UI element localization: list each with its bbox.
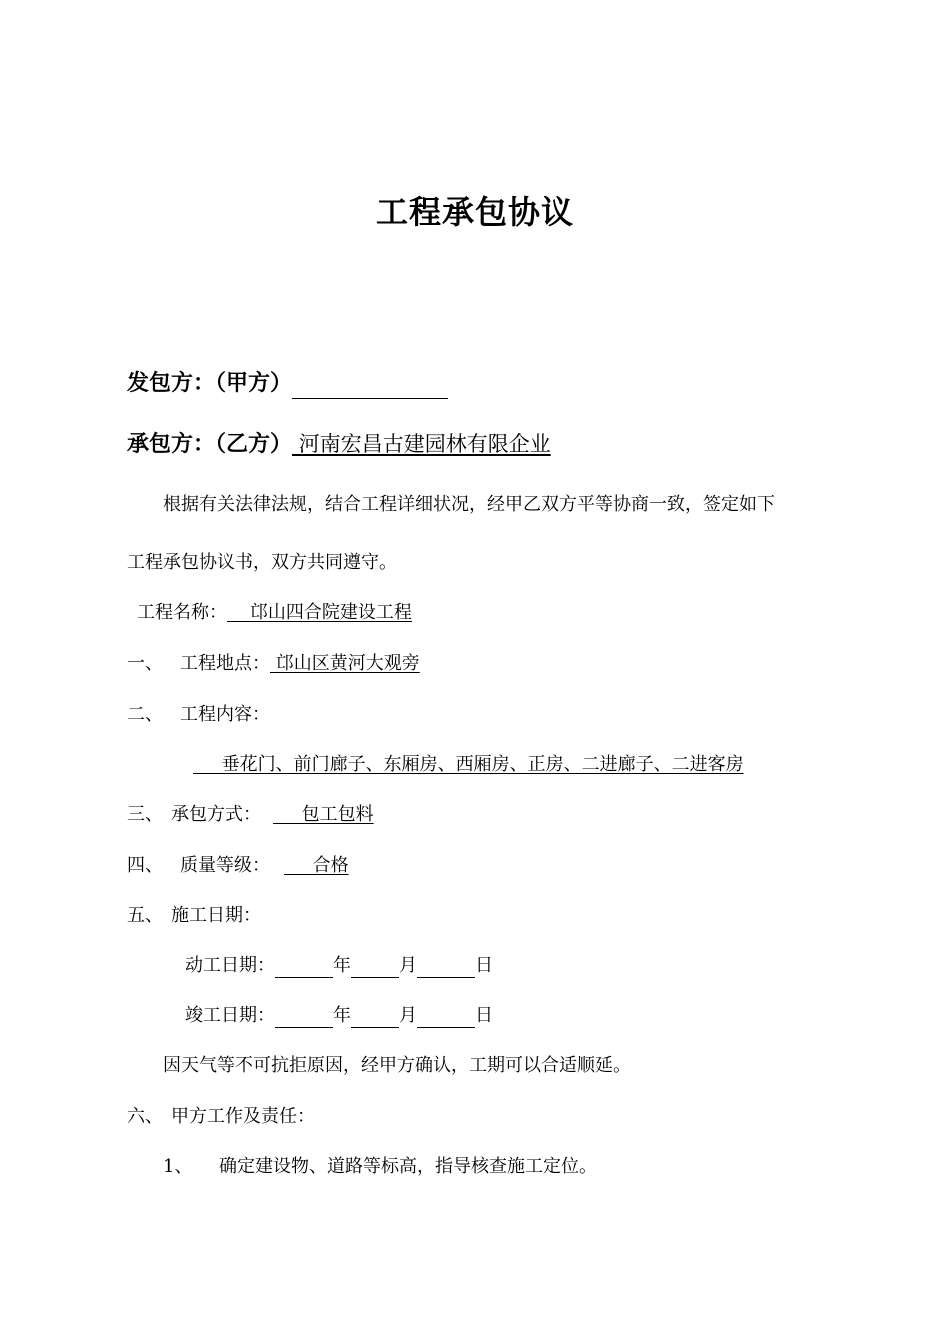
- start-month-unit: 月: [399, 955, 417, 976]
- end-month-unit: 月: [399, 1005, 417, 1026]
- content-line: [127, 703, 270, 727]
- content-value: 垂花门、前门廊子、东厢房、西厢房、正房、二进廊子、二进客房: [193, 754, 744, 775]
- method-value: 包工包料: [273, 804, 374, 825]
- party-a-line: [127, 369, 448, 399]
- end-date-line: [185, 1004, 493, 1028]
- content-num: 二、: [127, 704, 163, 725]
- start-day-blank[interactable]: [417, 957, 475, 978]
- location-num: 一、: [127, 653, 163, 674]
- start-year-blank[interactable]: [275, 957, 333, 978]
- start-date-label: 动工日期：: [185, 955, 275, 976]
- duty-1-line: [163, 1155, 597, 1179]
- party-a-duties-line: [127, 1105, 315, 1129]
- method-line: [127, 803, 409, 827]
- quality-num: 四、: [127, 855, 163, 876]
- party-a-label: 发包方：（甲方）: [127, 371, 293, 396]
- party-a-blank[interactable]: [292, 378, 448, 399]
- method-num: 三、: [127, 804, 163, 825]
- quality-label: 质量等级：: [180, 855, 270, 876]
- document-title: 工程承包协议: [375, 193, 574, 231]
- party-a-duties-num: 六、: [127, 1106, 163, 1127]
- intro-line-2: 工程承包协议书，双方共同遵守。: [127, 552, 397, 573]
- end-year-unit: 年: [333, 1005, 351, 1026]
- location-line: [127, 652, 532, 676]
- party-b-label: 承包方：（乙方）: [127, 432, 293, 457]
- content-label: 工程内容：: [180, 704, 270, 725]
- delay-note: 因天气等不可抗拒原因，经甲方确认，工期可以合适顺延。: [163, 1055, 631, 1076]
- party-b-value: 河南宏昌古建园林有限企业: [292, 432, 551, 456]
- start-day-unit: 日: [475, 955, 493, 976]
- party-a-duties-label: 甲方工作及责任：: [171, 1106, 315, 1127]
- location-value: 邙山区黄河大观旁: [270, 653, 420, 674]
- end-date-label: 竣工日期：: [185, 1005, 275, 1026]
- method-label: 承包方式：: [171, 804, 261, 825]
- start-month-blank[interactable]: [351, 957, 399, 978]
- schedule-num: 五、: [127, 905, 163, 926]
- party-b-line: [127, 429, 551, 460]
- location-label: 工程地点：: [180, 653, 270, 674]
- start-year-unit: 年: [333, 955, 351, 976]
- end-month-blank[interactable]: [351, 1007, 399, 1028]
- quality-line: [127, 854, 408, 878]
- schedule-label: 施工日期：: [171, 905, 261, 926]
- intro-line-1: 根据有关法律法规，结合工程详细状况，经甲乙双方平等协商一致，签定如下: [163, 494, 775, 515]
- project-name-label: 工程名称：: [137, 602, 227, 623]
- end-day-blank[interactable]: [417, 1007, 475, 1028]
- end-day-unit: 日: [475, 1005, 493, 1026]
- duty-1-text: 确定建设物、道路等标高，指导核查施工定位。: [219, 1156, 597, 1177]
- schedule-line: [127, 904, 261, 928]
- project-name-line: [137, 601, 515, 625]
- start-date-line: [185, 954, 493, 978]
- quality-value: 合格: [284, 855, 349, 876]
- project-name-value: 邙山四合院建设工程: [227, 602, 412, 623]
- end-year-blank[interactable]: [275, 1007, 333, 1028]
- duty-1-num: 1、: [163, 1156, 193, 1177]
